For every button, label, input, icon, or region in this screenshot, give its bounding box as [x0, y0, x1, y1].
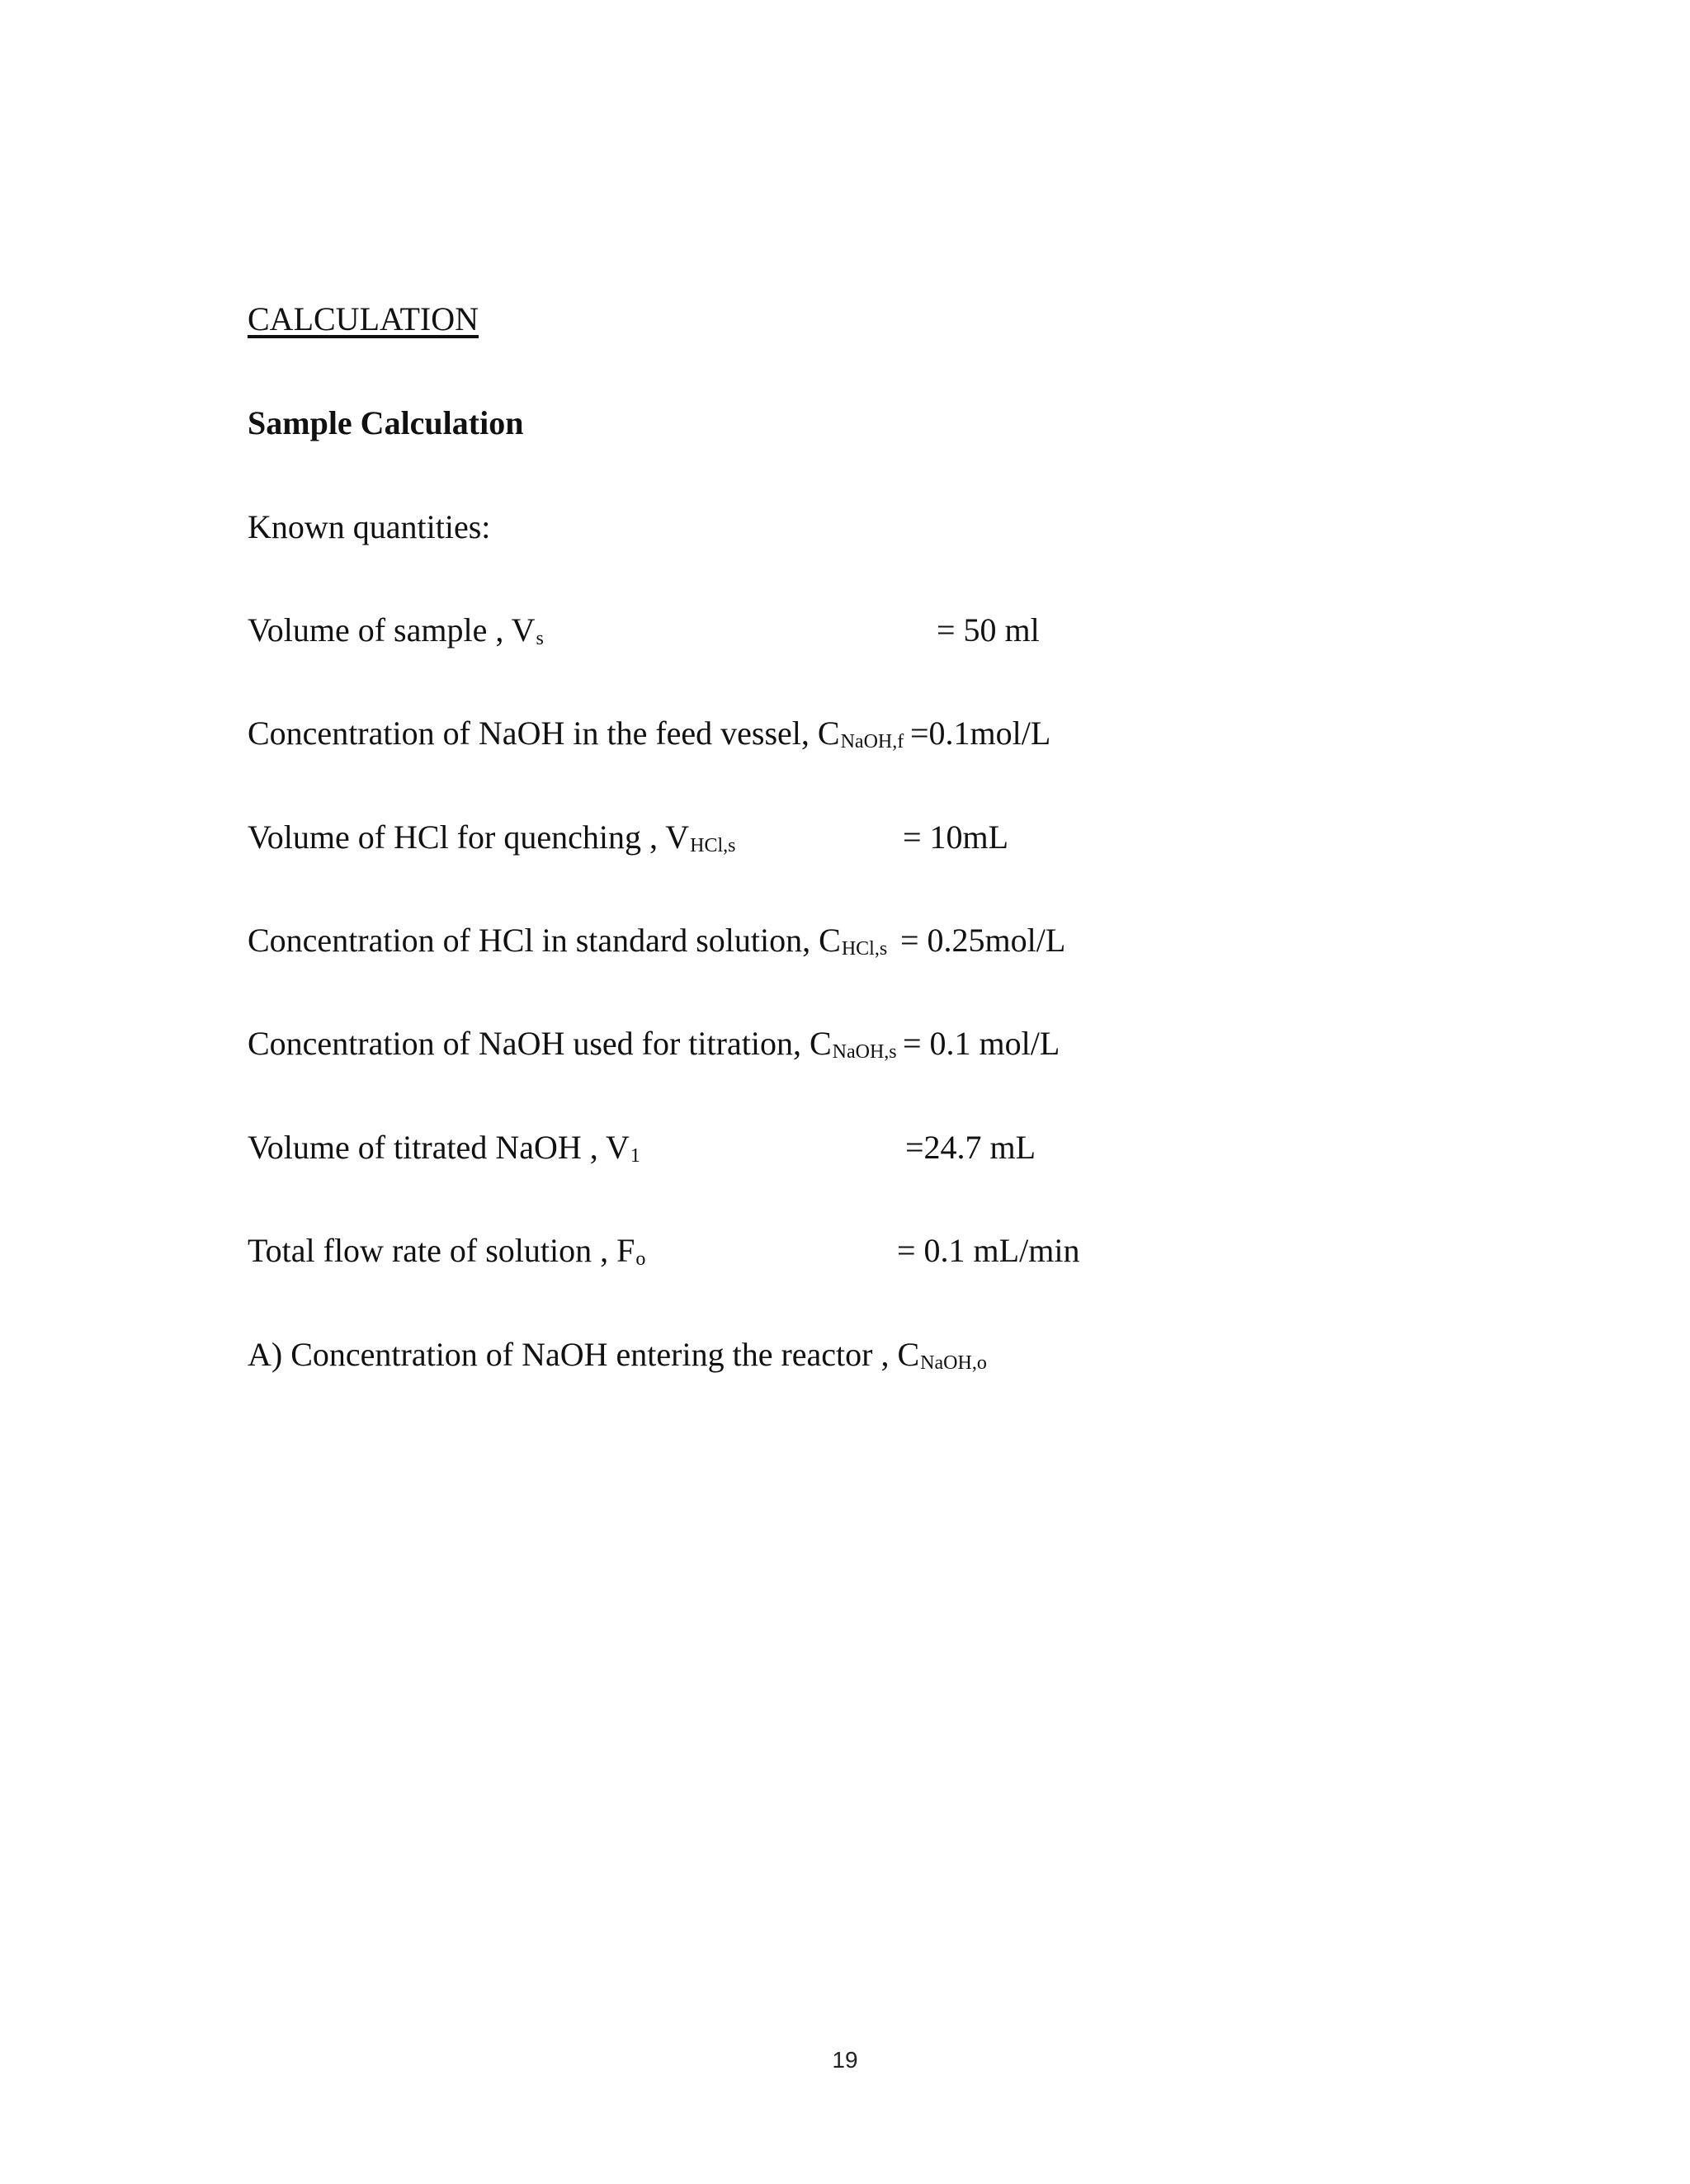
quantity-label: Concentration of NaOH used for titration, C: [248, 1025, 832, 1062]
quantity-row-titrated-naoh-volume: [248, 1127, 640, 1177]
quantity-label: Volume of sample , V: [248, 611, 536, 649]
quantity-subscript: HCl,s: [841, 937, 888, 960]
quantity-label: Total flow rate of solution , F: [248, 1232, 635, 1269]
quantity-label: Volume of HCl for quenching , V: [248, 818, 690, 856]
part-a-label: A) Concentration of NaOH entering the reactor , C: [248, 1336, 920, 1373]
section-heading: CALCULATION: [248, 300, 479, 337]
quantity-label: Concentration of NaOH in the feed vessel, C: [248, 715, 840, 752]
quantity-row-volume-sample: [248, 610, 544, 659]
quantity-subscript: NaOH,s: [832, 1040, 897, 1063]
quantity-subscript: o: [635, 1248, 646, 1270]
part-a-subscript: NaOH,o: [920, 1351, 987, 1374]
quantity-row-hcl-quenching-volume: [248, 817, 736, 866]
quantity-value: = 10mL: [903, 818, 1009, 856]
section-subheading: Sample Calculation: [248, 404, 524, 441]
quantity-value: = 0.1 mL/min: [897, 1232, 1080, 1269]
quantity-row-naoh-feed-concentration: [248, 713, 904, 762]
quantity-value: = 0.25mol/L: [900, 922, 1066, 959]
quantity-subscript: NaOH,f: [840, 730, 904, 752]
quantity-value: =24.7 mL: [905, 1129, 1036, 1166]
quantity-value: = 50 ml: [937, 611, 1040, 649]
quantity-label: Volume of titrated NaOH , V: [248, 1129, 630, 1166]
part-a-heading: [248, 1334, 987, 1384]
quantity-value: =0.1mol/L: [910, 715, 1051, 752]
quantity-subscript: s: [536, 627, 544, 649]
known-quantities-label: Known quantities:: [248, 508, 491, 545]
quantity-label: Concentration of HCl in standard solution, C: [248, 922, 841, 959]
quantity-row-total-flow-rate: [248, 1230, 645, 1280]
quantity-value: = 0.1 mol/L: [903, 1025, 1060, 1062]
quantity-subscript: HCl,s: [690, 834, 736, 856]
page-number: 19: [832, 2047, 858, 2073]
quantity-subscript: 1: [630, 1144, 640, 1167]
quantity-row-hcl-standard-concentration: [248, 920, 887, 969]
quantity-row-naoh-titration-concentration: [248, 1023, 897, 1073]
